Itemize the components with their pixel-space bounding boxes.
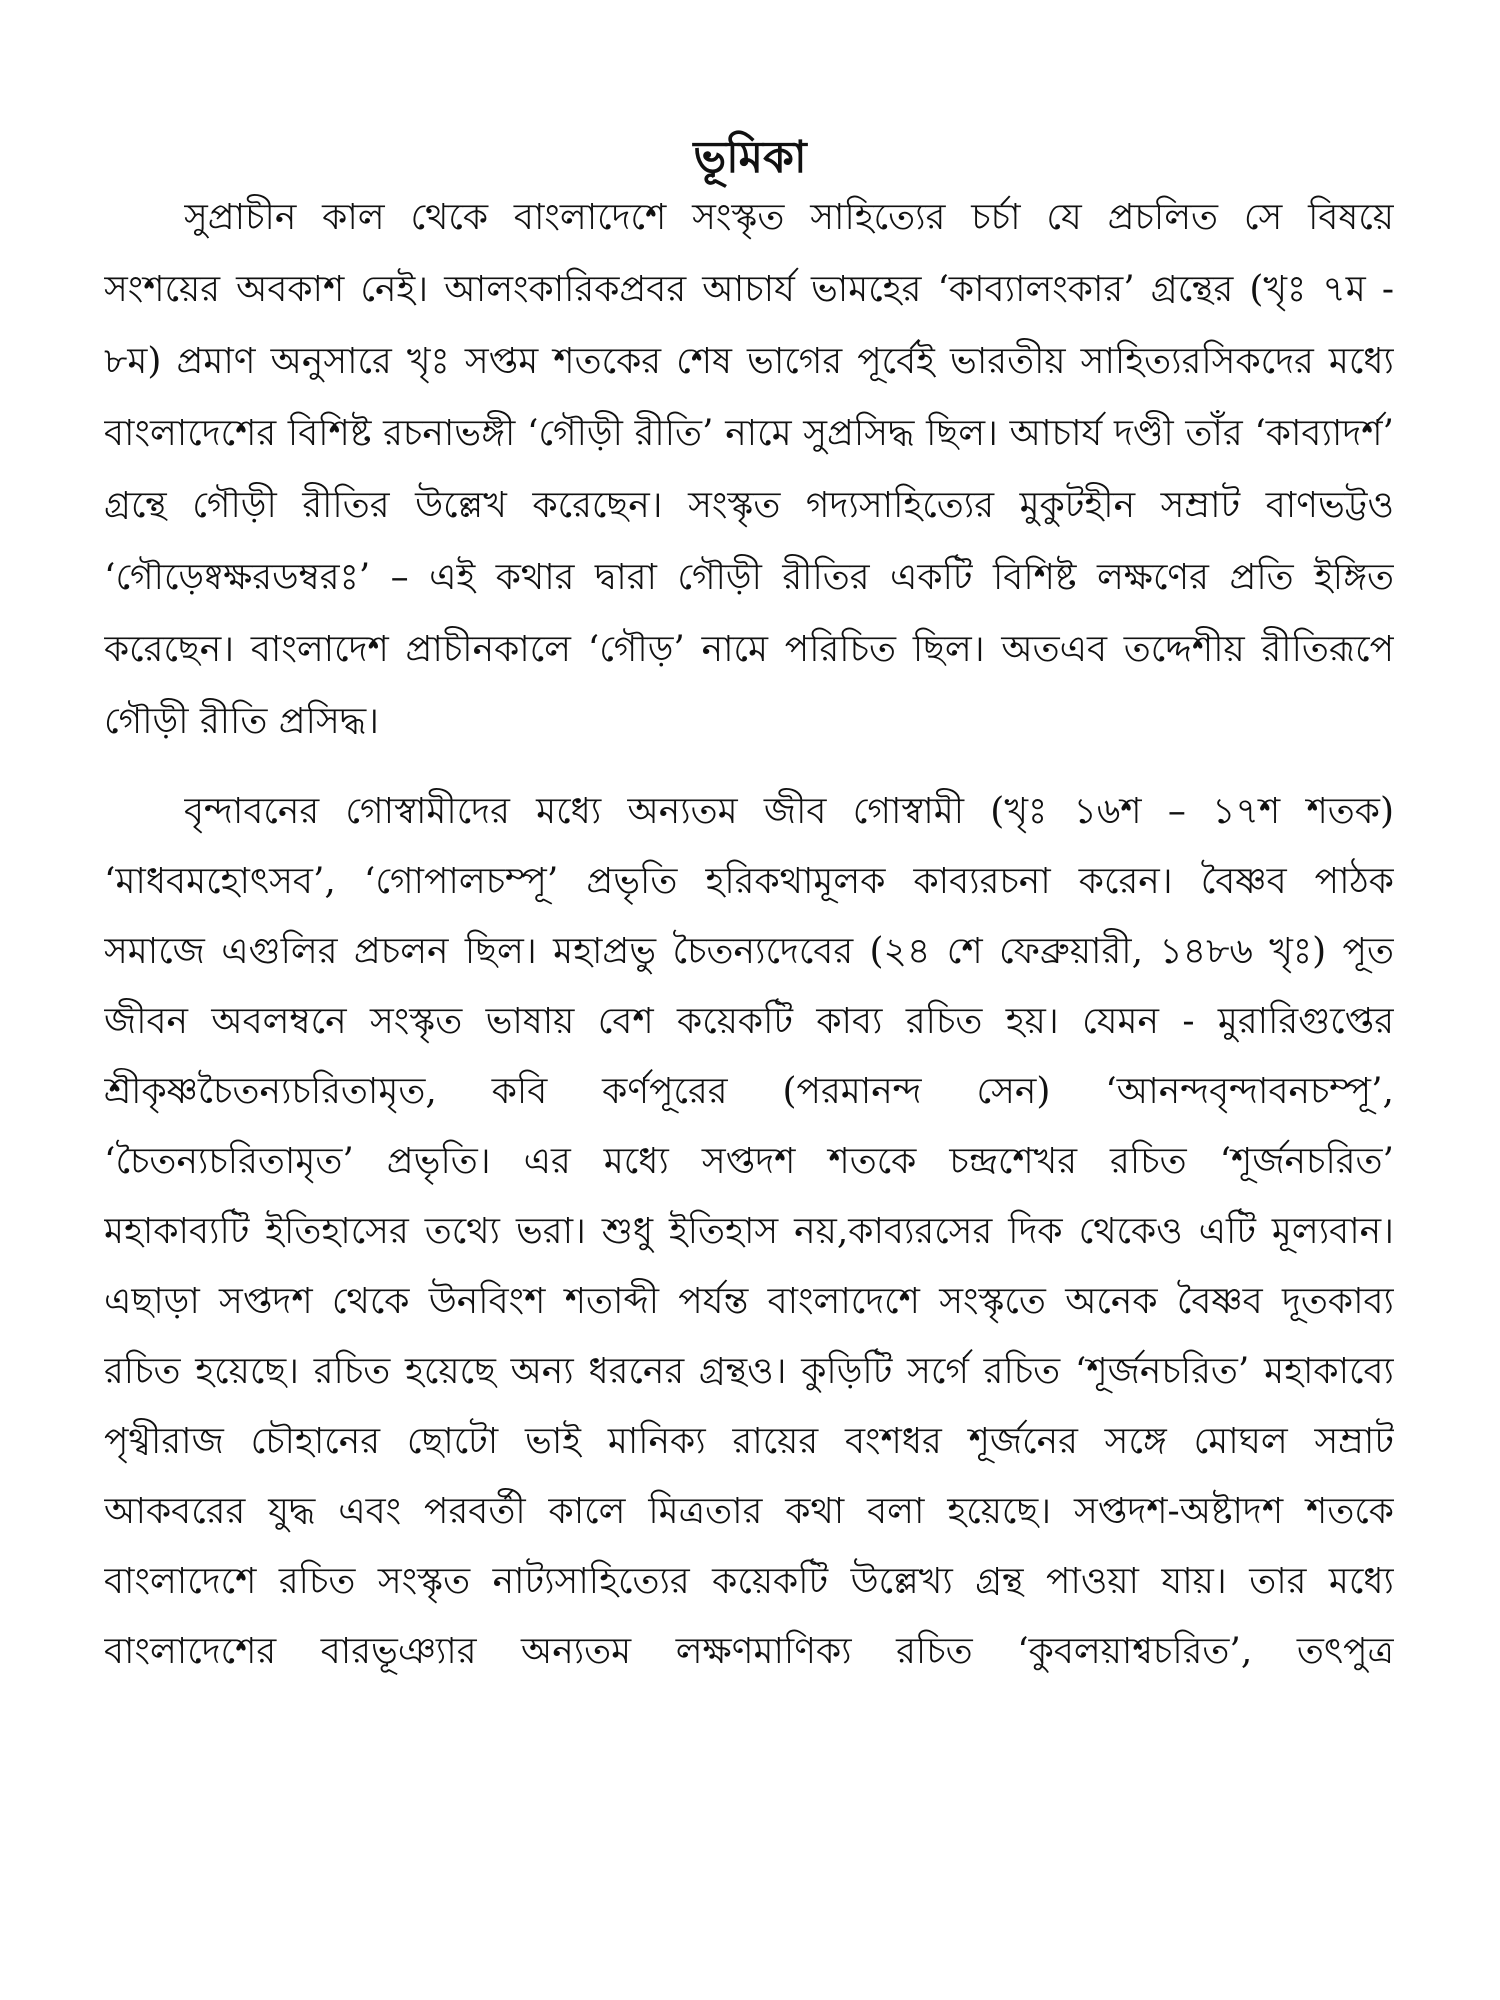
paragraph-2-line-12: বাংলাদেশে রচিত সংস্কৃত নাট্যসাহিত্যের কয়েকটি উল্লেখ্য গ্রন্থ পাওয়া যায়। তার মধ্যে [104,1561,1394,1602]
page-title: ভূমিকা [693,132,807,183]
paragraph-2-line-5: শ্রীকৃষ্ণচৈতন্যচরিতামৃত, কবি কর্ণপূরের (পরমানন্দ সেন) ‘আনন্দবৃন্দাবনচম্পূ’, [104,1071,1394,1112]
paragraph-1-line-1: সুপ্রাচীন কাল থেকে বাংলাদেশে সংস্কৃত সাহিত্যের চর্চা যে প্রচলিত সে বিষয়ে [184,197,1394,238]
paragraph-1-line-6: ‘গৌড়েষ্বক্ষরডম্বরঃ’ – এই কথার দ্বারা গৌড়ী রীতির একটি বিশিষ্ট লক্ষণের প্রতি ইঙ্গিত [104,557,1394,598]
paragraph-2-line-10: পৃথ্বীরাজ চৌহানের ছোটো ভাই মানিক্য রায়ের বংশধর শূর্জনের সঙ্গে মোঘল সম্রাট [104,1421,1394,1462]
paragraph-1-line-7: করেছেন। বাংলাদেশ প্রাচীনকালে ‘গৌড়’ নামে পরিচিত ছিল। অতএব তদ্দেশীয় রীতিরূপে [104,629,1394,670]
paragraph-2-line-1: বৃন্দাবনের গোস্বামীদের মধ্যে অন্যতম জীব গোস্বামী (খৃঃ ১৬শ – ১৭শ শতক) [184,791,1394,832]
paragraph-1-line-3: ৮ম) প্রমাণ অনুসারে খৃঃ সপ্তম শতকের শেষ ভাগের পূর্বেই ভারতীয় সাহিত্যরসিকদের মধ্যে [104,341,1394,382]
paragraph-2-line-9: রচিত হয়েছে। রচিত হয়েছে অন্য ধরনের গ্রন্থও। কুড়িটি সর্গে রচিত ‘শূর্জনচরিত’ মহাকাব্যে [104,1351,1394,1392]
paragraph-2-line-11: আকবরের যুদ্ধ এবং পরবর্তী কালে মিত্রতার কথা বলা হয়েছে। সপ্তদশ-অষ্টাদশ শতকে [104,1491,1394,1532]
paragraph-2-line-3: সমাজে এগুলির প্রচলন ছিল। মহাপ্রভু চৈতন্যদেবের (২৪ শে ফেব্রুয়ারী, ১৪৮৬ খৃঃ) পূত [104,931,1394,972]
paragraph-1-line-4: বাংলাদেশের বিশিষ্ট রচনাভঙ্গী ‘গৌড়ী রীতি’ নামে সুপ্রসিদ্ধ ছিল। আচার্য দণ্ডী তাঁর ‘কাব্যাদর্শ’ [104,413,1394,454]
paragraph-2-line-7: মহাকাব্যটি ইতিহাসের তথ্যে ভরা। শুধু ইতিহাস নয়,কাব্যরসের দিক থেকেও এটি মূল্যবান। [104,1211,1394,1252]
paragraph-2-line-4: জীবন অবলম্বনে সংস্কৃত ভাষায় বেশ কয়েকটি কাব্য রচিত হয়। যেমন - মুরারিগুপ্তের [104,1001,1394,1042]
paragraph-1-line-8: গৌড়ী রীতি প্রসিদ্ধ। [104,701,380,742]
paragraph-1-line-2: সংশয়ের অবকাশ নেই। আলংকারিকপ্রবর আচার্য ভামহের ‘কাব্যালংকার’ গ্রন্থের (খৃঃ ৭ম - [104,269,1394,310]
paragraph-2-line-13: বাংলাদেশের বারভূঞ্যার অন্যতম লক্ষণমাণিক্য রচিত ‘কুবলয়াশ্বচরিত’, তৎপুত্র [104,1631,1394,1672]
paragraph-2-line-8: এছাড়া সপ্তদশ থেকে উনবিংশ শতাব্দী পর্যন্ত বাংলাদেশে সংস্কৃতে অনেক বৈষ্ণব দূতকাব্য [104,1281,1394,1322]
paragraph-2-line-2: ‘মাধবমহোৎসব’, ‘গোপালচম্পূ’ প্রভৃতি হরিকথামূলক কাব্যরচনা করেন। বৈষ্ণব পাঠক [104,861,1394,902]
paragraph-1-line-5: গ্রন্থে গৌড়ী রীতির উল্লেখ করেছেন। সংস্কৃত গদ্যসাহিত্যের মুকুটহীন সম্রাট বাণভট্টও [104,485,1394,526]
paragraph-2-line-6: ‘চৈতন্যচরিতামৃত’ প্রভৃতি। এর মধ্যে সপ্তদশ শতকে চন্দ্রশেখর রচিত ‘শূর্জনচরিত’ [104,1141,1394,1182]
